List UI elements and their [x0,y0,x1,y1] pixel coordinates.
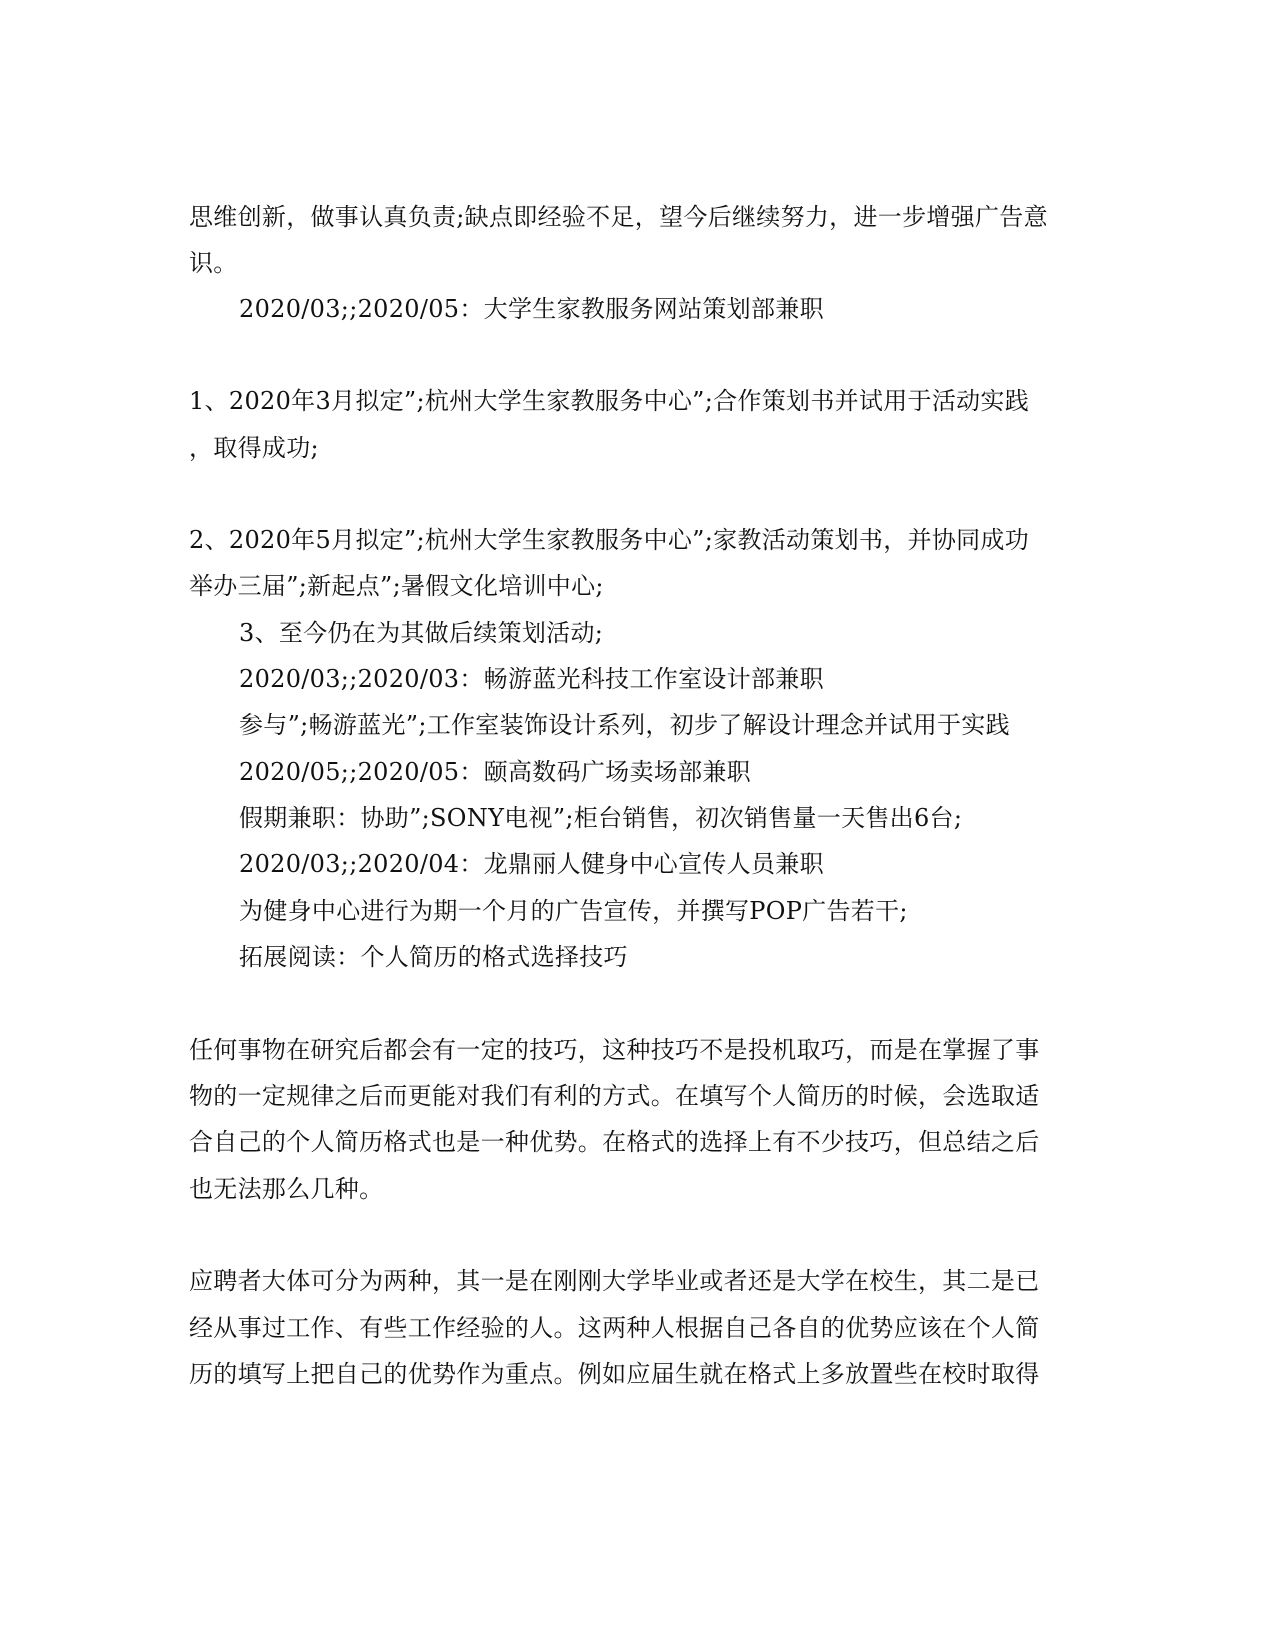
section-heading: 2020/03;;2020/03：畅游蓝光科技工作室设计部兼职 [239,665,824,693]
text-line: 应聘者大体可分为两种，其一是在刚刚大学毕业或者还是大学在校生，其二是已 [189,1267,1040,1295]
text-line: 假期兼职：协助”;SONY电视”;柜台销售，初次销售量一天售出6台; [239,804,963,832]
text-line: 合自己的个人简历格式也是一种优势。在格式的选择上有不少技巧，但总结之后 [189,1128,1040,1156]
text-line: 识。 [189,249,238,277]
text-line: 参与”;畅游蓝光”;工作室装饰设计系列，初步了解设计理念并试用于实践 [239,711,1010,739]
text-line: 经从事过工作、有些工作经验的人。这两种人根据自己各自的优势应该在个人简 [189,1314,1040,1342]
section-heading: 2020/03;;2020/05：大学生家教服务网站策划部兼职 [239,295,824,323]
text-line: 思维创新，做事认真负责;缺点即经验不足，望今后继续努力，进一步增强广告意 [189,203,1048,231]
section-heading: 2020/05;;2020/05：颐高数码广场卖场部兼职 [239,758,751,786]
text-line: 历的填写上把自己的优势作为重点。例如应届生就在格式上多放置些在校时取得 [189,1360,1040,1388]
text-line: 2、2020年5月拟定”;杭州大学生家教服务中心”;家教活动策划书，并协同成功 [189,526,1030,554]
text-line: 为健身中心进行为期一个月的广告宣传，并撰写POP广告若干; [239,897,908,925]
extended-reading-heading: 拓展阅读：个人简历的格式选择技巧 [239,943,628,971]
text-line: 1、2020年3月拟定”;杭州大学生家教服务中心”;合作策划书并试用于活动实践 [189,387,1030,415]
text-line: 任何事物在研究后都会有一定的技巧，这种技巧不是投机取巧，而是在掌握了事 [189,1036,1040,1064]
text-line: 也无法那么几种。 [189,1175,384,1203]
section-heading: 2020/03;;2020/04：龙鼎丽人健身中心宣传人员兼职 [239,850,824,878]
text-line: ，取得成功; [189,434,319,462]
text-line: 举办三届”;新起点”;暑假文化培训中心; [189,572,604,600]
text-line: 3、至今仍在为其做后续策划活动; [239,619,604,647]
text-line: 物的一定规律之后而更能对我们有利的方式。在填写个人简历的时候，会选取适 [189,1082,1040,1110]
